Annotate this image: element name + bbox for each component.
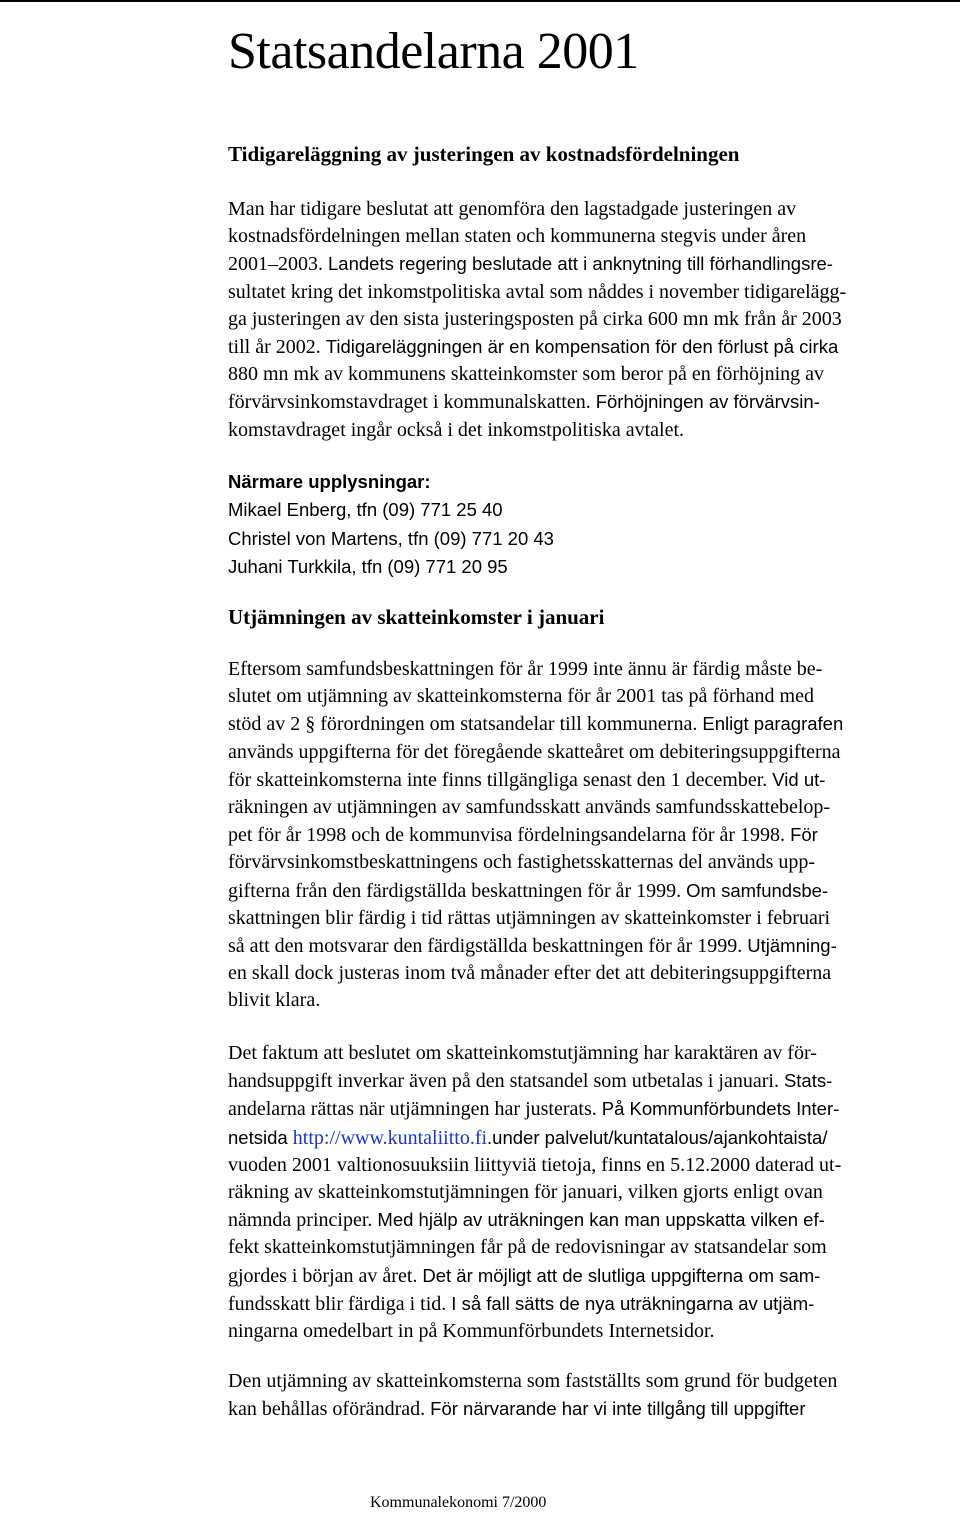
text-line: ningarna omedelbart in på Kommunförbundets Internetsidor. <box>228 1320 715 1343</box>
section2-para3 <box>228 1368 837 1423</box>
text-line: Den utjämning av skatteinkomsterna som fastställts som grund för budgeten <box>228 1370 838 1392</box>
text-segment: förvärvsinkomstavdraget i kommunalskatten. <box>228 391 596 414</box>
website-link[interactable]: http://www.kuntaliitto.fi <box>292 1126 488 1149</box>
text-line: en skall dock justeras inom två månader efter det att debiteringsuppgifterna <box>228 962 832 985</box>
text-line <box>228 388 846 416</box>
text-segment: nämnda principer. <box>228 1209 378 1232</box>
text-segment: stöd av 2 § förordningen om statsandelar till kommunerna. <box>228 713 703 736</box>
contacts-heading: Närmare upplysningar: <box>228 471 431 492</box>
text-segment: För <box>790 824 818 846</box>
text-line <box>228 250 846 278</box>
text-segment: 2001–2003. <box>228 253 328 276</box>
text-line: används uppgifterna för det föregående skatteåret om debiteringsuppgifterna <box>228 740 841 763</box>
text-segment: pet för år 1998 och de kommunvisa fördelningsandelarna för år 1998. <box>228 824 791 847</box>
text-segment: till år 2002. <box>228 336 326 359</box>
text-line <box>228 1095 841 1123</box>
text-line <box>228 333 846 361</box>
text-segment: andelarna rättas när utjämningen har justerats. <box>228 1098 602 1121</box>
text-line: Man har tidigare beslutat att genomföra den lagstadgade justeringen av <box>228 198 797 220</box>
text-segment: Utjämning- <box>747 935 837 957</box>
text-line: slutet om utjämning av skatteinkomsterna för år 2001 tas på förhand med <box>228 685 814 708</box>
text-segment: Stats- <box>783 1070 833 1092</box>
text-segment: Förhöjningen av förvärvsin- <box>595 391 820 413</box>
text-line: komstavdraget ingår också i det inkomstpolitiska avtalet. <box>228 418 685 441</box>
text-segment: handsuppgift inverkar även på den statsandel som utbetalas i januari. <box>228 1070 784 1093</box>
text-line <box>228 1152 841 1179</box>
text-line: ga justeringen av den sista justeringsposten på cirka 600 mn mk från år 2003 <box>228 307 842 330</box>
text-line: Det faktum att beslutet om skatteinkomstutjämning har karaktären av för- <box>228 1042 817 1064</box>
text-segment: Enligt paragrafen <box>702 713 844 735</box>
page-title: Statsandelarna 2001 <box>228 23 639 80</box>
text-line <box>228 1262 841 1290</box>
text-line <box>228 766 843 794</box>
text-line <box>228 1395 837 1423</box>
text-line <box>228 1124 841 1152</box>
text-line <box>228 1067 841 1095</box>
contact-person: Mikael Enberg, tfn (09) 771 25 40 <box>228 499 503 521</box>
contacts-block <box>228 468 554 581</box>
text-segment: .under palvelut/kuntatalous/ajankohtaista/ <box>487 1126 828 1148</box>
text-segment: netsida <box>228 1126 293 1148</box>
text-segment: så att den motsvarar den färdigställda beskattningen för år 1999. <box>228 935 748 958</box>
text-line: räkningen av utjämningen av samfundsskatt används samfundsskattebelop- <box>228 796 831 819</box>
text-line: blivit klara. <box>228 989 321 1012</box>
text-segment: Med hjälp av uträkningen kan man uppskatta vilken ef- <box>377 1209 825 1231</box>
section2-para1 <box>228 656 843 1015</box>
section2-heading: Utjämningen av skatteinkomster i januari <box>228 605 605 629</box>
text-line: kostnadsfördelningen mellan staten och kommunerna stegvis under åren <box>228 225 807 248</box>
text-line: Eftersom samfundsbeskattningen för år 1999 inte ännu är färdig måste be- <box>228 658 823 680</box>
contact-person: Christel von Martens, tfn (09) 771 20 43 <box>228 527 554 549</box>
text-segment: vuoden 2001 valtionosuuksiin liittyviä tietoja, finns en 5.12.2000 daterad ut- <box>228 1153 842 1176</box>
text-segment: Vid ut- <box>772 768 826 790</box>
top-rule <box>0 0 960 2</box>
text-line <box>228 1290 841 1318</box>
text-segment: I så fall sätts de nya uträkningarna av utjäm- <box>451 1292 815 1314</box>
text-segment: gifterna från den färdigställda beskattningen för år 1999. <box>228 879 687 902</box>
text-line: fekt skatteinkomstutjämningen får på de redovisningar av statsandelar som <box>228 1236 827 1259</box>
text-line <box>228 1206 841 1234</box>
text-line: 880 mn mk av kommunens skatteinkomster som beror på en förhöjning av <box>228 363 825 386</box>
text-segment: Det är möjligt att de slutliga uppgifterna om sam- <box>422 1264 821 1286</box>
page-footer: Kommunalekonomi 7/2000 <box>370 1494 547 1511</box>
section2-para2 <box>228 1040 841 1345</box>
text-line: skattningen blir färdig i tid rättas utjämningen av skatteinkomster i februari <box>228 906 831 929</box>
text-line <box>228 877 843 905</box>
text-segment: gjordes i början av året. <box>228 1264 423 1287</box>
section1-heading: Tidigareläggning av justeringen av kostnadsfördelningen <box>228 142 740 166</box>
text-segment: Om samfundsbe- <box>686 879 829 901</box>
contact-person: Juhani Turkkila, tfn (09) 771 20 95 <box>228 555 508 577</box>
text-line: räkning av skatteinkomstutjämningen för januari, vilken gjorts enligt ovan <box>228 1181 823 1204</box>
text-segment: kan behållas oförändrad. <box>228 1398 431 1421</box>
text-line <box>228 821 843 849</box>
text-line <box>228 932 843 960</box>
text-segment: fundsskatt blir färdiga i tid. <box>228 1292 452 1315</box>
text-line: sultatet kring det inkomstpolitiska avtal som nåddes i november tidigarelägg- <box>228 280 847 303</box>
text-segment: för skatteinkomsterna inte finns tillgängliga senast den 1 december. <box>228 768 773 791</box>
text-line <box>228 710 843 738</box>
text-line: förvärvsinkomstbeskattningens och fastighetsskatternas del används upp- <box>228 851 816 874</box>
text-segment: För närvarande har vi inte tillgång till uppgifter <box>430 1398 806 1420</box>
text-segment: På Kommunförbundets Inter- <box>601 1098 840 1120</box>
text-segment: Tidigareläggningen är en kompensation för den förlust på cirka <box>325 336 839 358</box>
section1-body <box>228 196 846 444</box>
text-segment: Landets regering beslutade att i anknytning till förhandlingsre- <box>328 253 833 275</box>
